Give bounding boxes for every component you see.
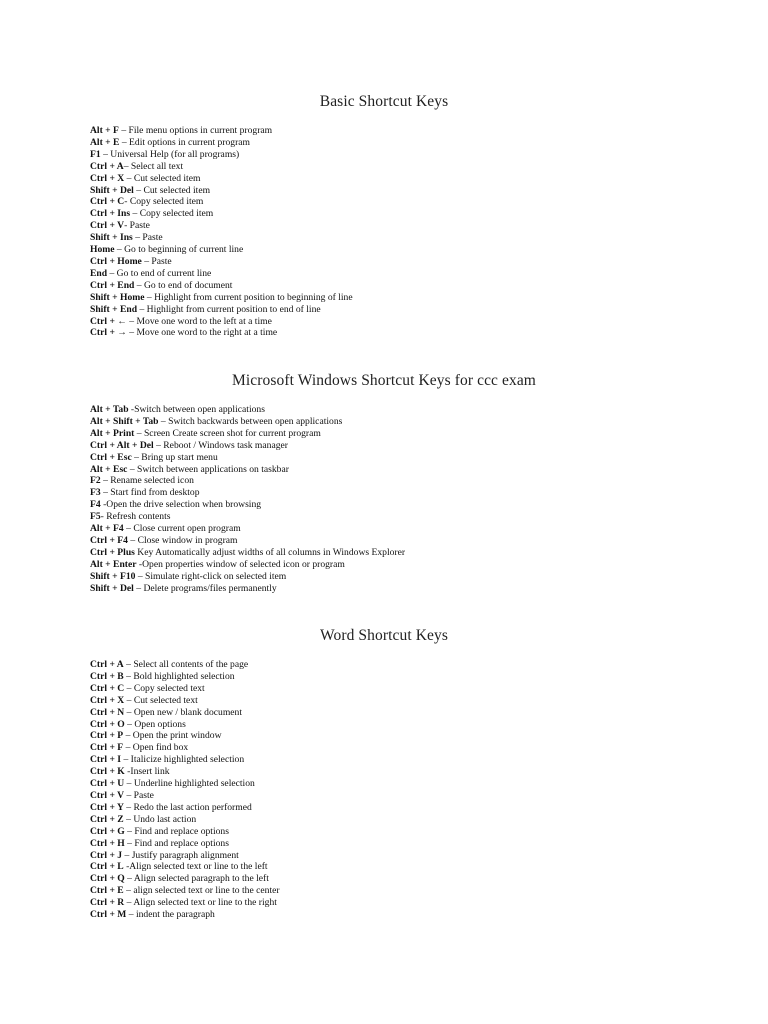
shortcut-description: – Go to beginning of current line bbox=[114, 244, 244, 256]
shortcut-key: Ctrl + X bbox=[90, 694, 125, 706]
shortcut-description: – Delete programs/files permanently bbox=[133, 582, 277, 594]
shortcut-item bbox=[90, 730, 690, 742]
shortcut-key: F1 bbox=[90, 148, 101, 160]
shortcut-key: Shift + Home bbox=[90, 291, 145, 303]
shortcut-item bbox=[90, 826, 690, 838]
shortcut-description: – Switch backwards between open applications bbox=[158, 415, 343, 427]
shortcut-description: – Move one word to the left at a time bbox=[126, 315, 272, 327]
shortcut-item bbox=[90, 707, 690, 719]
shortcut-description: - Paste bbox=[124, 220, 150, 232]
shortcut-key: Ctrl + B bbox=[90, 670, 124, 682]
shortcut-key: Ctrl + X bbox=[90, 172, 125, 184]
shortcut-description: -Switch between open applications bbox=[128, 404, 265, 415]
shortcut-list bbox=[90, 659, 690, 921]
shortcut-description: – Open options bbox=[124, 718, 186, 730]
shortcut-description: – Align selected paragraph to the left bbox=[124, 873, 269, 885]
shortcut-key: Alt + Print bbox=[90, 427, 135, 439]
shortcut-item bbox=[90, 268, 690, 280]
shortcut-item bbox=[90, 790, 690, 802]
shortcut-key: Ctrl + I bbox=[90, 754, 122, 766]
shortcut-item bbox=[90, 244, 690, 256]
shortcut-description: – Simulate right-click on selected item bbox=[135, 570, 287, 582]
shortcut-description: – Paste bbox=[132, 232, 163, 244]
shortcut-description: -Insert link bbox=[124, 766, 170, 778]
shortcut-item bbox=[90, 547, 690, 559]
shortcut-item bbox=[90, 571, 690, 583]
shortcut-description: – Close window in program bbox=[127, 534, 238, 546]
shortcut-description: – Justify paragraph alignment bbox=[122, 849, 239, 861]
shortcut-key: F5 bbox=[90, 511, 101, 523]
shortcut-key: Ctrl + F4 bbox=[90, 534, 128, 546]
shortcut-item bbox=[90, 559, 690, 571]
shortcut-item bbox=[90, 125, 690, 137]
shortcut-key: Ctrl + R bbox=[90, 897, 125, 909]
shortcut-description: -Open properties window of selected icon or program bbox=[136, 558, 345, 570]
shortcut-key: End bbox=[90, 267, 108, 279]
shortcut-key: Ctrl + Ins bbox=[90, 208, 131, 220]
section-heading-word: Word Shortcut Keys bbox=[320, 627, 448, 644]
shortcut-description: – Switch between applications on taskbar bbox=[127, 463, 289, 475]
shortcut-description: -Align selected text or line to the left bbox=[123, 861, 268, 873]
shortcut-item bbox=[90, 137, 690, 149]
shortcut-description: – Copy selected text bbox=[124, 682, 205, 694]
shortcut-key: Ctrl + C bbox=[90, 682, 125, 694]
shortcut-key: Shift + F10 bbox=[90, 570, 136, 582]
shortcut-key: Ctrl + Home bbox=[90, 255, 142, 267]
section-word-shortcuts bbox=[90, 659, 690, 921]
shortcut-key: Shift + Del bbox=[90, 184, 134, 196]
section-heading-basic: Basic Shortcut Keys bbox=[319, 93, 449, 110]
shortcut-key: Ctrl + Plus bbox=[90, 546, 135, 558]
shortcut-description: – Open the print window bbox=[123, 730, 222, 742]
shortcut-key: Alt + Shift + Tab bbox=[90, 415, 159, 427]
shortcut-key: Ctrl + Z bbox=[90, 813, 124, 825]
shortcut-item bbox=[90, 778, 690, 790]
shortcut-item bbox=[90, 256, 690, 268]
shortcut-key: Ctrl + Y bbox=[90, 801, 124, 813]
shortcut-description: – indent the paragraph bbox=[126, 909, 215, 921]
shortcut-key: Ctrl + E bbox=[90, 885, 124, 897]
shortcut-description: – Open new / blank document bbox=[124, 706, 243, 718]
shortcut-description: – Redo the last action performed bbox=[123, 801, 252, 813]
shortcut-key: Shift + End bbox=[90, 303, 138, 315]
shortcut-item bbox=[90, 149, 690, 161]
shortcut-list bbox=[90, 404, 690, 595]
shortcut-item bbox=[90, 523, 690, 535]
shortcut-key: Ctrl + M bbox=[90, 909, 127, 921]
shortcut-item bbox=[90, 873, 690, 885]
section-basic-shortcuts bbox=[90, 125, 690, 339]
shortcut-item bbox=[90, 327, 690, 339]
shortcut-description: – Screen Create screen shot for current program bbox=[134, 427, 321, 439]
shortcut-description: – Close current open program bbox=[123, 523, 241, 535]
shortcut-item bbox=[90, 452, 690, 464]
shortcut-key: Alt + E bbox=[90, 136, 120, 148]
shortcut-key: Ctrl + U bbox=[90, 778, 125, 790]
shortcut-description: – Go to end of document bbox=[134, 279, 233, 291]
shortcut-item bbox=[90, 428, 690, 440]
shortcut-item bbox=[90, 535, 690, 547]
shortcut-item bbox=[90, 766, 690, 778]
shortcut-key: F2 bbox=[90, 475, 101, 487]
shortcut-key: Ctrl + Q bbox=[90, 873, 125, 885]
shortcut-description: – Paste bbox=[141, 255, 172, 267]
shortcut-item bbox=[90, 838, 690, 850]
shortcut-key: Ctrl + N bbox=[90, 706, 125, 718]
shortcut-item bbox=[90, 897, 690, 909]
shortcut-item bbox=[90, 814, 690, 826]
shortcut-item bbox=[90, 173, 690, 185]
shortcut-item bbox=[90, 292, 690, 304]
shortcut-description: – Highlight from current position to end of line bbox=[137, 303, 321, 315]
shortcut-description: Key Automatically adjust widths of all columns in Windows Explorer bbox=[134, 546, 406, 558]
shortcut-description: – Undo last action bbox=[123, 813, 197, 825]
shortcut-item bbox=[90, 440, 690, 452]
shortcut-key: Shift + Del bbox=[90, 582, 134, 594]
shortcut-key: Ctrl + A bbox=[90, 160, 124, 172]
shortcut-description: – Edit options in current program bbox=[119, 136, 251, 148]
shortcut-item bbox=[90, 695, 690, 707]
shortcut-key: Home bbox=[90, 244, 115, 256]
shortcut-description: – Find and replace options bbox=[124, 837, 229, 849]
section-heading-windows: Microsoft Windows Shortcut Keys for ccc exam bbox=[232, 372, 536, 389]
shortcut-description: – Highlight from current position to beginning of line bbox=[144, 291, 353, 303]
shortcut-item bbox=[90, 583, 690, 595]
shortcut-item bbox=[90, 208, 690, 220]
shortcut-key: Ctrl + A bbox=[90, 659, 124, 670]
shortcut-item bbox=[90, 683, 690, 695]
shortcut-description: – Italicize highlighted selection bbox=[121, 754, 245, 766]
shortcut-key: Ctrl + ← bbox=[90, 315, 127, 327]
shortcut-description: – Bold highlighted selection bbox=[123, 670, 235, 682]
shortcut-description: -Open the drive selection when browsing bbox=[100, 499, 262, 511]
shortcut-key: Shift + Ins bbox=[90, 232, 133, 244]
shortcut-description: – Go to end of current line bbox=[107, 267, 212, 279]
shortcut-key: F4 bbox=[90, 499, 101, 511]
shortcut-item bbox=[90, 404, 690, 416]
shortcut-item bbox=[90, 220, 690, 232]
shortcut-item bbox=[90, 416, 690, 428]
shortcut-item bbox=[90, 802, 690, 814]
shortcut-key: Ctrl + K bbox=[90, 766, 125, 778]
shortcut-description: – Rename selected icon bbox=[100, 475, 194, 487]
shortcut-key: Ctrl + → bbox=[90, 327, 127, 339]
shortcut-item bbox=[90, 742, 690, 754]
shortcut-item bbox=[90, 280, 690, 292]
shortcut-key: Alt + Esc bbox=[90, 463, 128, 475]
shortcut-key: Ctrl + O bbox=[90, 718, 125, 730]
shortcut-description: – Open find box bbox=[123, 742, 189, 754]
shortcut-list bbox=[90, 125, 690, 339]
shortcut-description: – Find and replace options bbox=[124, 825, 229, 837]
shortcut-item bbox=[90, 487, 690, 499]
shortcut-key: Ctrl + End bbox=[90, 279, 135, 291]
shortcut-description: – Paste bbox=[124, 789, 154, 801]
shortcut-item bbox=[90, 671, 690, 683]
shortcut-description: - Refresh contents bbox=[100, 511, 171, 523]
shortcut-description: – Start find from desktop bbox=[100, 487, 200, 499]
shortcut-item bbox=[90, 754, 690, 766]
shortcut-key: Ctrl + P bbox=[90, 730, 124, 742]
shortcut-key: Alt + Enter bbox=[90, 558, 137, 570]
section-windows-shortcuts bbox=[90, 404, 690, 595]
shortcut-item bbox=[90, 909, 690, 921]
shortcut-description: – Cut selected item bbox=[133, 184, 211, 196]
shortcut-item bbox=[90, 719, 690, 731]
shortcut-key: Ctrl + J bbox=[90, 849, 123, 861]
shortcut-item bbox=[90, 659, 690, 671]
shortcut-description: – Cut selected text bbox=[124, 694, 198, 706]
shortcut-key: Ctrl + F bbox=[90, 742, 124, 754]
shortcut-item bbox=[90, 499, 690, 511]
shortcut-item bbox=[90, 885, 690, 897]
shortcut-key: Alt + Tab bbox=[90, 404, 129, 415]
shortcut-description: – Bring up start menu bbox=[131, 451, 218, 463]
shortcut-key: Alt + F bbox=[90, 125, 119, 136]
shortcut-item bbox=[90, 161, 690, 173]
shortcut-item bbox=[90, 316, 690, 328]
shortcut-key: Ctrl + V bbox=[90, 220, 125, 232]
shortcut-item bbox=[90, 304, 690, 316]
shortcut-item bbox=[90, 475, 690, 487]
shortcut-key: Alt + F4 bbox=[90, 523, 124, 535]
shortcut-item bbox=[90, 464, 690, 476]
shortcut-item bbox=[90, 196, 690, 208]
shortcut-description: – Cut selected item bbox=[124, 172, 201, 184]
shortcut-description: – Underline highlighted selection bbox=[124, 778, 255, 790]
shortcut-description: – Universal Help (for all programs) bbox=[100, 148, 240, 160]
shortcut-description: – align selected text or line to the center bbox=[123, 885, 280, 897]
shortcut-key: Ctrl + C bbox=[90, 196, 125, 208]
shortcut-key: Ctrl + L bbox=[90, 861, 124, 873]
shortcut-description: – Select all text bbox=[123, 160, 184, 172]
shortcut-description: – Align selected text or line to the right bbox=[124, 897, 277, 909]
shortcut-description: - Copy selected item bbox=[124, 196, 204, 208]
shortcut-description: – Reboot / Windows task manager bbox=[153, 439, 288, 451]
shortcut-item bbox=[90, 511, 690, 523]
shortcut-description: – Move one word to the right at a time bbox=[126, 327, 278, 339]
shortcut-key: F3 bbox=[90, 487, 101, 499]
shortcut-item bbox=[90, 232, 690, 244]
shortcut-item bbox=[90, 185, 690, 197]
shortcut-key: Ctrl + Alt + Del bbox=[90, 439, 154, 451]
shortcut-description: – Select all contents of the page bbox=[123, 659, 249, 670]
shortcut-key: Ctrl + V bbox=[90, 789, 125, 801]
shortcut-key: Ctrl + G bbox=[90, 825, 125, 837]
shortcut-description: – Copy selected item bbox=[130, 208, 214, 220]
shortcut-key: Ctrl + H bbox=[90, 837, 125, 849]
shortcut-item bbox=[90, 861, 690, 873]
shortcut-key: Ctrl + Esc bbox=[90, 451, 132, 463]
shortcut-description: – File menu options in current program bbox=[118, 125, 273, 136]
shortcut-item bbox=[90, 850, 690, 862]
